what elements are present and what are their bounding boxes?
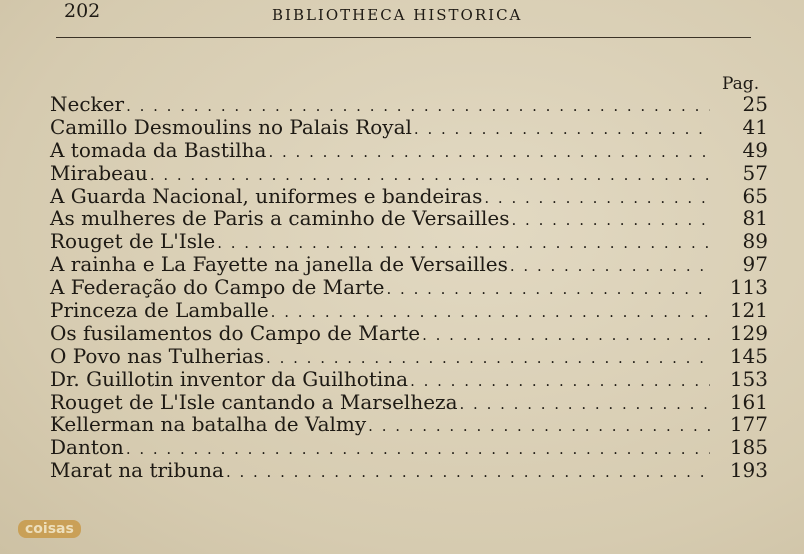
toc-entry-title: Princeza de Lamballe: [50, 298, 269, 323]
toc-entry-title: A rainha e La Fayette na janella de Versailles: [50, 252, 508, 277]
toc-entry: [50, 391, 768, 414]
dot-leader: [387, 278, 711, 300]
toc-entry-page: 185: [729, 435, 768, 460]
toc-entry: [50, 207, 768, 230]
toc-entry-page: 129: [729, 320, 768, 345]
toc-entry: [50, 368, 768, 391]
dot-leader: [414, 118, 710, 140]
header-rule: [56, 37, 751, 38]
dot-leader: [422, 324, 710, 346]
toc-entry-page: 177: [729, 412, 768, 437]
toc-entry: [50, 276, 768, 299]
toc-entry-title: Mirabeau: [50, 160, 148, 185]
toc-entry-title: A Guarda Nacional, uniformes e bandeiras: [50, 183, 483, 208]
toc-entry-page: 97: [742, 252, 768, 277]
toc-entry-title: Kellerman na batalha de Valmy: [50, 412, 367, 437]
toc-entry: [50, 185, 768, 208]
watermark-logo: coisas: [18, 520, 81, 538]
toc-entry-title: As mulheres de Paris a caminho de Versailles: [50, 206, 510, 231]
toc-entry-title: Dr. Guillotin inventor da Guilhotina: [50, 366, 409, 391]
dot-leader: [368, 415, 710, 437]
toc-entry-title: Marat na tribuna: [50, 458, 224, 483]
dot-leader: [150, 164, 710, 186]
toc-entry-title: Camillo Desmoulins no Palais Royal: [50, 114, 412, 139]
toc-entry-title: Danton: [50, 435, 124, 460]
toc-entry-page: 193: [729, 458, 768, 483]
running-title: BIBLIOTHECA HISTORICA: [272, 6, 523, 24]
page-column-label: Pag.: [722, 74, 760, 94]
dot-leader: [512, 209, 710, 231]
toc-entry-page: 41: [742, 114, 768, 139]
page-number: 202: [64, 0, 101, 22]
toc-entry-title: Os fusilamentos do Campo de Marte: [50, 320, 421, 345]
toc-entry: [50, 345, 768, 368]
toc-entry: [50, 413, 768, 436]
toc-entry: [50, 299, 768, 322]
dot-leader: [460, 393, 710, 415]
toc-entry-page: 81: [742, 206, 768, 231]
toc-entry: [50, 436, 768, 459]
toc-entry: [50, 162, 768, 185]
toc-entry: [50, 139, 768, 162]
toc-entry-page: 65: [742, 183, 768, 208]
toc-entry-page: 89: [742, 229, 768, 254]
toc-entry: [50, 459, 768, 482]
dot-leader: [271, 301, 710, 323]
toc-entry: [50, 230, 768, 253]
toc-entry-page: 57: [742, 160, 768, 185]
toc-entry-page: 49: [742, 137, 768, 162]
dot-leader: [266, 347, 710, 369]
toc-entry-title: O Povo nas Tulherias: [50, 343, 265, 368]
dot-leader: [226, 461, 710, 483]
toc-entry-page: 25: [742, 92, 768, 116]
dot-leader: [510, 255, 710, 277]
dot-leader: [126, 438, 710, 460]
toc-entry-title: Necker: [50, 92, 125, 116]
toc-entry-title: Rouget de L'Isle: [50, 229, 216, 254]
dot-leader: [126, 95, 710, 117]
toc-entry-page: 121: [729, 298, 768, 323]
toc-entry-title: A Federação do Campo de Marte: [50, 275, 385, 300]
toc-entry-page: 153: [729, 366, 768, 391]
page-header: [0, 0, 804, 40]
dot-leader: [217, 232, 710, 254]
toc-entry-title: A tomada da Bastilha: [50, 137, 267, 162]
toc-entry-title: Rouget de L'Isle cantando a Marselheza: [50, 389, 458, 414]
table-of-contents: [50, 93, 768, 482]
toc-entry: [50, 253, 768, 276]
toc-entry-page: 145: [729, 343, 768, 368]
toc-entry: [50, 116, 768, 139]
toc-entry: [50, 93, 768, 116]
toc-entry-page: 113: [729, 275, 768, 300]
toc-entry-page: 161: [729, 389, 768, 414]
dot-leader: [410, 370, 710, 392]
dot-leader: [484, 187, 710, 209]
toc-entry: [50, 322, 768, 345]
dot-leader: [268, 141, 710, 163]
